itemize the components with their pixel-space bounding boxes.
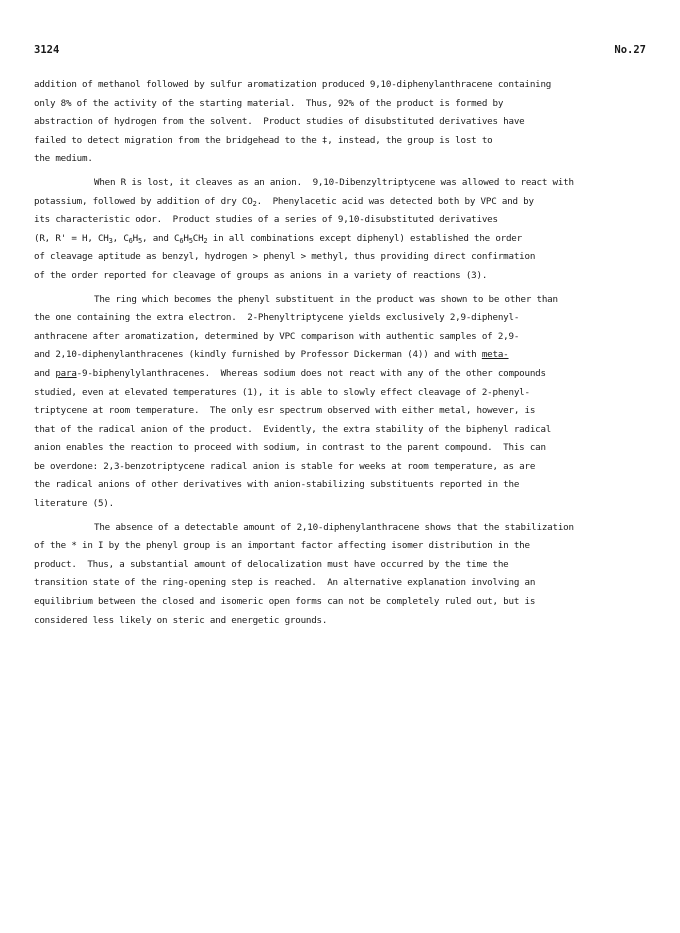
- text-line: product. Thus, a substantial amount of delocalization must have occurred by the time the: [34, 558, 509, 570]
- text-line: The ring which becomes the phenyl substituent in the product was shown to be other than: [94, 293, 558, 305]
- text-line: failed to detect migration from the bridgehead to the ‡, instead, the group is lost to: [34, 134, 493, 146]
- text-line: of the * in I by the phenyl group is an important factor affecting isomer distribution in the: [34, 540, 530, 552]
- text-line: the medium.: [34, 153, 93, 165]
- text-line: be overdone: 2,3-benzotriptycene radical anion is stable for weeks at room temperature, as are: [34, 460, 536, 472]
- text-line: (R, R' = H, $CH_3$, $C_6H_5$, and $C_6H_5CH_2$ in all combinations except diphenyl) established the order: [34, 232, 522, 245]
- text-line: that of the radical anion of the product. Evidently, the extra stability of the biphenyl radical: [34, 423, 552, 435]
- text-line: transition state of the ring-opening step is reached. An alternative explanation involving an: [34, 577, 536, 589]
- text-line: only 8% of the activity of the starting material. Thus, 92% of the product is formed by: [34, 97, 504, 109]
- text-line: studied, even at elevated temperatures (1), it is able to slowly effect cleavage of 2-phenyl-: [34, 386, 530, 398]
- article-body: [34, 76, 648, 630]
- text-line: anthracene after aromatization, determined by VPC comparison with authentic samples of 2,9-: [34, 330, 520, 342]
- text-line: equilibrium between the closed and isomeric open forms can not be completely ruled out, but is: [34, 596, 536, 608]
- text-line: literature (5).: [34, 498, 114, 510]
- text-line: its characteristic odor. Product studies of a series of 9,10-disubstituted derivatives: [34, 214, 498, 226]
- text-line: The absence of a detectable amount of 2,10-diphenylanthracene shows that the stabilization: [94, 521, 574, 533]
- paragraph-1: [34, 76, 648, 169]
- paragraph-4: [34, 519, 648, 631]
- text-line: When R is lost, it cleaves as an anion. 9,10-Dibenzyltriptycene was allowed to react with: [94, 176, 574, 188]
- paragraph-2: [34, 174, 648, 286]
- text-line: the radical anions of other derivatives with anion-stabilizing substituents reported in the: [34, 479, 520, 491]
- text-line: the one containing the extra electron. 2-Phenyltriptycene yields exclusively 2,9-diphenyl-: [34, 312, 520, 324]
- text-line: and 2,10-diphenylanthracenes (kindly furnished by Professor Dickerman (4)) and with meta-: [34, 349, 509, 361]
- text-line: of the order reported for cleavage of groups as anions in a variety of reactions (3).: [34, 269, 488, 281]
- text-line: and para-9-biphenylylanthracenes. Whereas sodium does not react with any of the other compounds: [34, 367, 546, 379]
- paragraph-3: [34, 291, 648, 514]
- page-header: [34, 44, 646, 60]
- text-line: addition of methanol followed by sulfur aromatization produced 9,10-diphenylanthracene containing: [34, 79, 552, 90]
- page-number: 3124: [34, 44, 60, 56]
- text-line: anion enables the reaction to proceed with sodium, in contrast to the parent compound. This can: [34, 442, 546, 454]
- text-line: abstraction of hydrogen from the solvent. Product studies of disubstituted derivatives have: [34, 116, 525, 128]
- text-line: triptycene at room temperature. The only esr spectrum observed with either metal, however, is: [34, 405, 536, 417]
- text-line: of cleavage aptitude as benzyl, hydrogen > phenyl > methyl, thus providing direct confirmation: [34, 251, 536, 263]
- text-line: potassium, followed by addition of dry $CO_2$. Phenylacetic acid was detected both by VPC and by: [34, 195, 534, 208]
- text-line: considered less likely on steric and energetic grounds.: [34, 614, 328, 626]
- issue-number: No.27: [614, 44, 646, 56]
